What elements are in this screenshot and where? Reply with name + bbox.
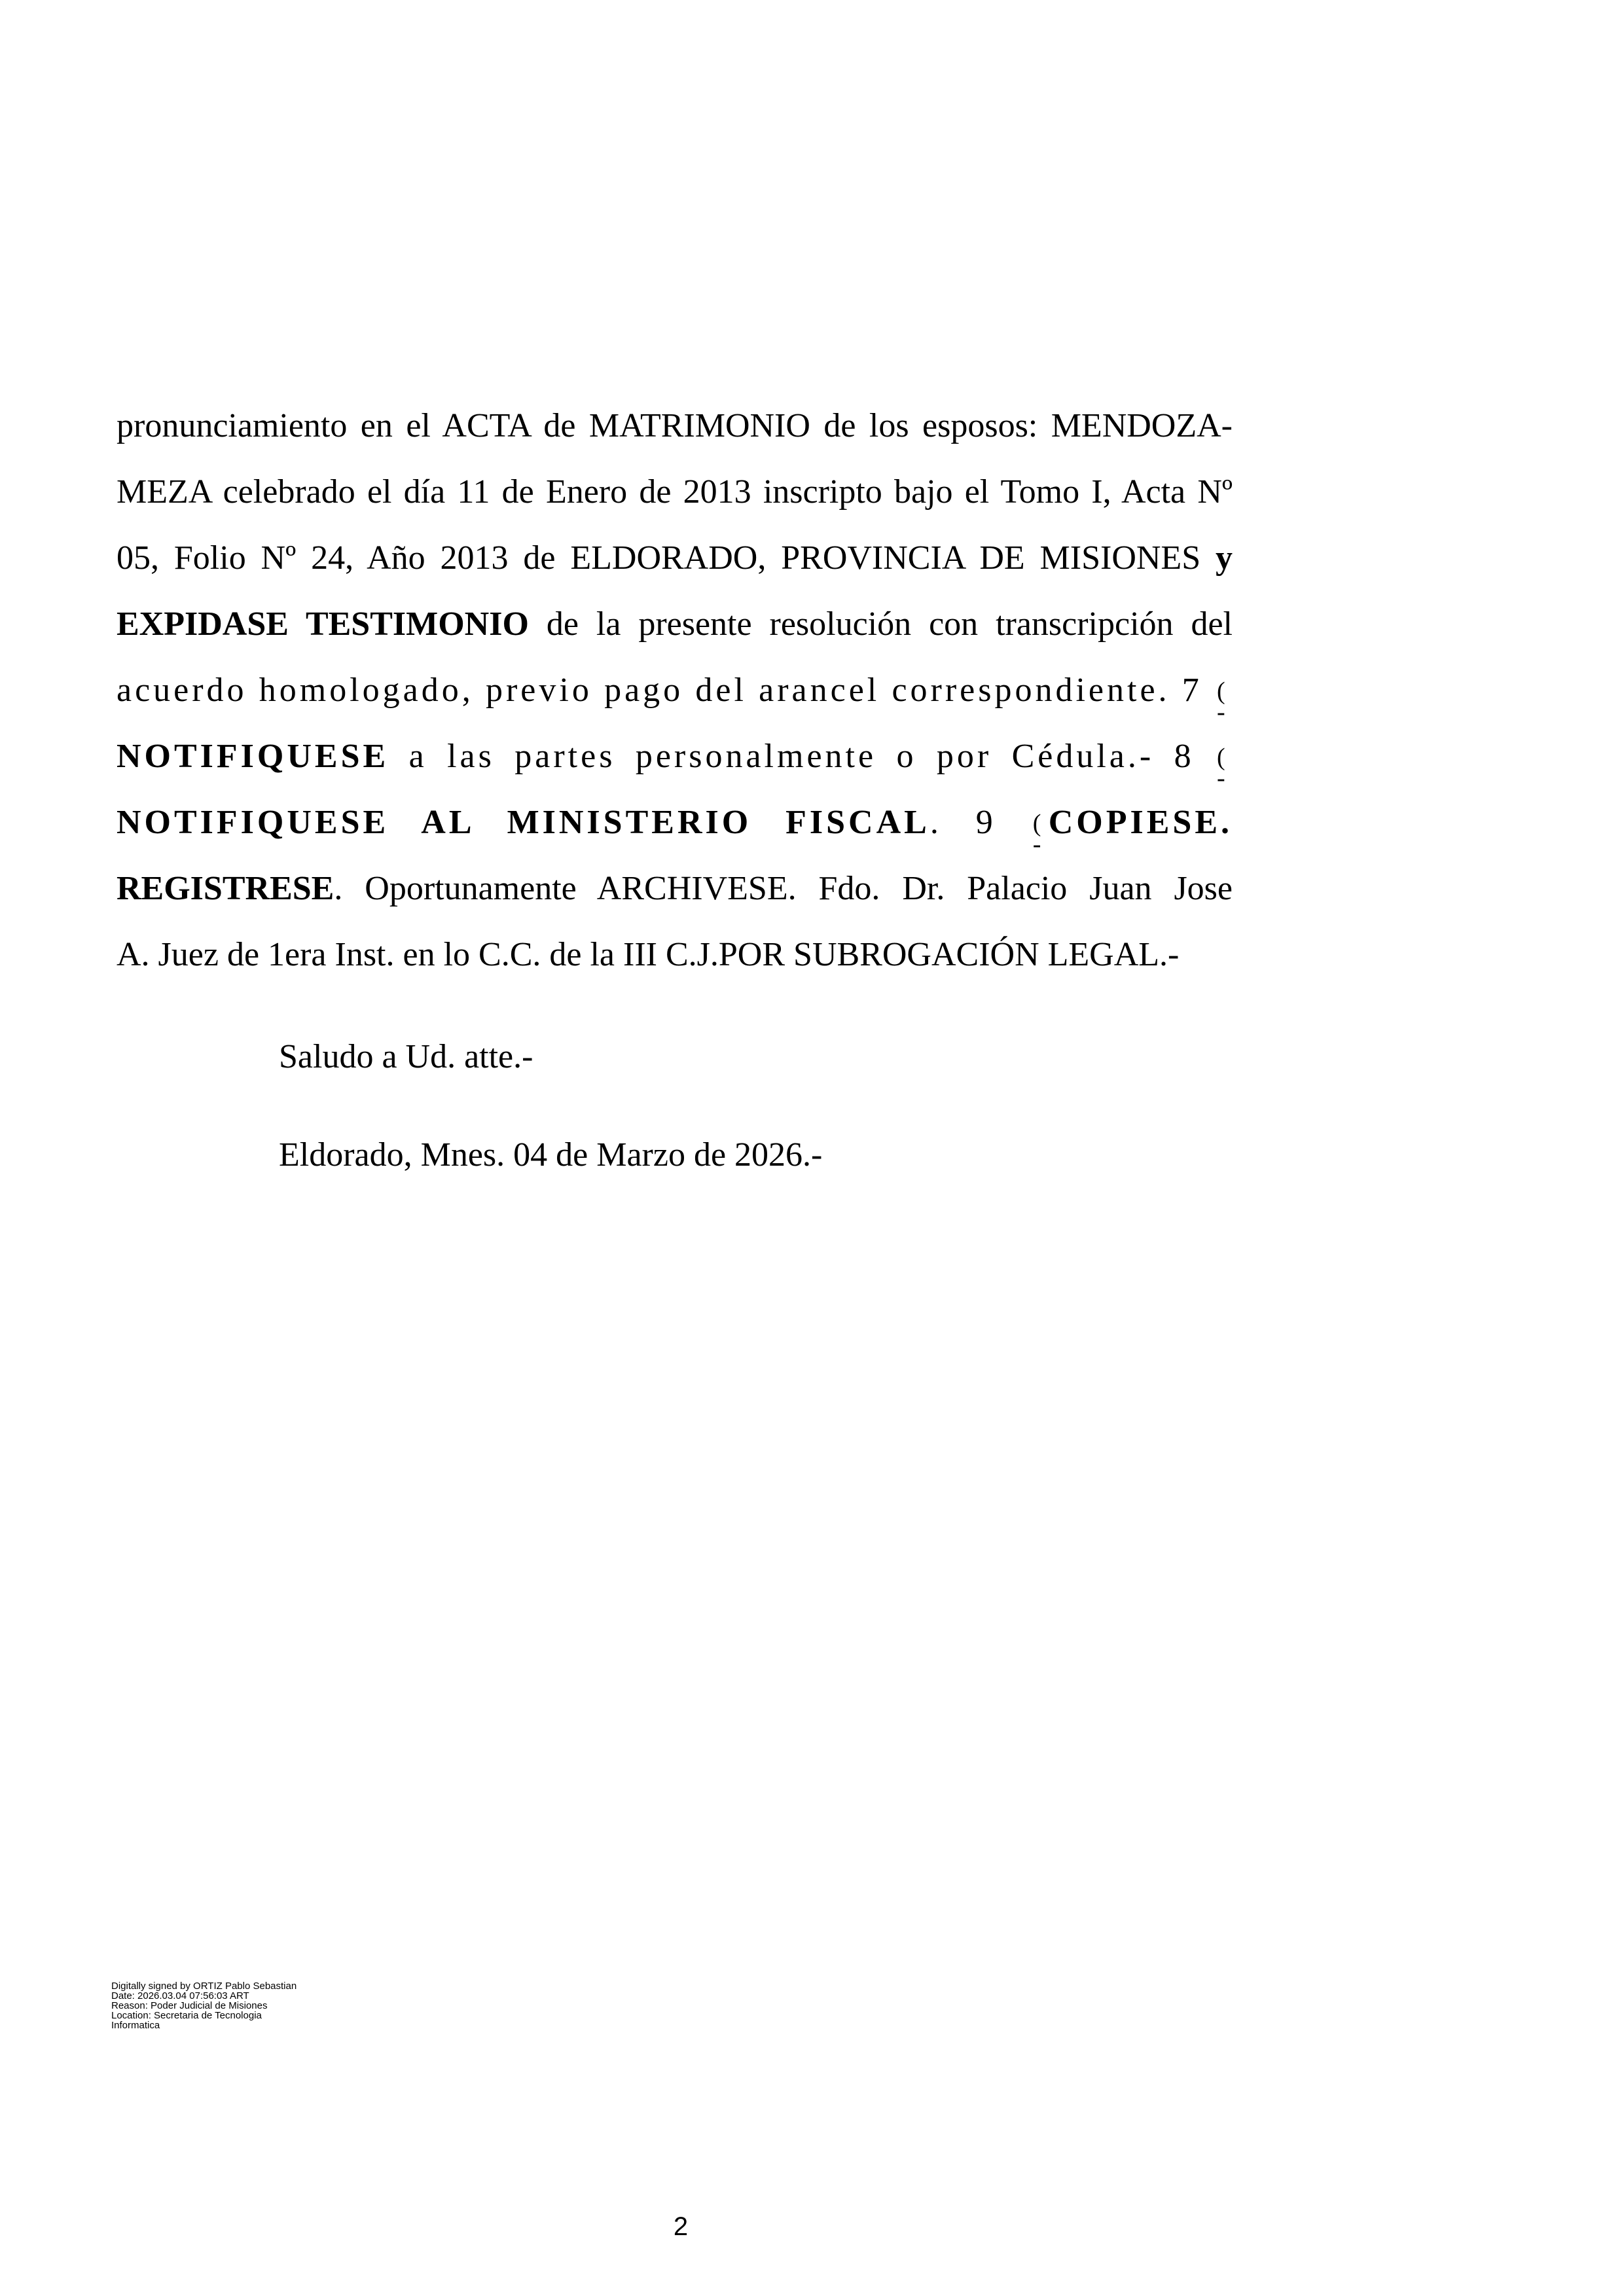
signature-line: Location: Secretaria de Tecnologia — [111, 2010, 262, 2021]
body-line-3: 05, Folio Nº 24, Año 2013 de ELDORADO, PROVINCIA DE MISIONES y — [117, 539, 1233, 577]
place-date: Eldorado, Mnes. 04 de Marzo de 2026.- — [279, 1136, 823, 1174]
body-line-7: NOTIFIQUESE AL MINISTERIO FISCAL. 9 ( - COPIESE. — [117, 804, 1233, 858]
body-line-8: REGISTRESE. Oportunamente ARCHIVESE. Fdo. Dr. Palacio Juan Jose — [117, 870, 1233, 907]
body-line-4: EXPIDASE TESTIMONIO de la presente resolución con transcripción del — [117, 605, 1233, 643]
signature-line: Informatica — [111, 2020, 160, 2031]
body-line-2: MEZA celebrado el día 11 de Enero de 2013 inscripto bajo el Tomo I, Acta Nº — [117, 473, 1233, 511]
greeting: Saludo a Ud. atte.- — [279, 1038, 533, 1075]
body-line-6: NOTIFIQUESE a las partes personalmente o por Cédula.- 8 ( - — [117, 738, 1229, 792]
signature-line: Digitally signed by ORTIZ Pablo Sebastian — [111, 1981, 297, 1992]
digital-signature-block — [111, 1981, 297, 2030]
signature-line: Reason: Poder Judicial de Misiones — [111, 2000, 268, 2011]
body-line-9: A. Juez de 1era Inst. en lo C.C. de la III C.J.POR SUBROGACIÓN LEGAL.- — [117, 936, 1180, 973]
page-number: 2 — [673, 2212, 689, 2241]
resolution-body — [117, 393, 1233, 988]
body-line-1: pronunciamiento en el ACTA de MATRIMONIO de los esposos: MENDOZA- — [117, 407, 1233, 444]
body-line-5: acuerdo homologado, previo pago del arancel correspondiente. 7 ( - — [117, 672, 1229, 726]
signature-line: Date: 2026.03.04 07:56:03 ART — [111, 1990, 249, 2001]
